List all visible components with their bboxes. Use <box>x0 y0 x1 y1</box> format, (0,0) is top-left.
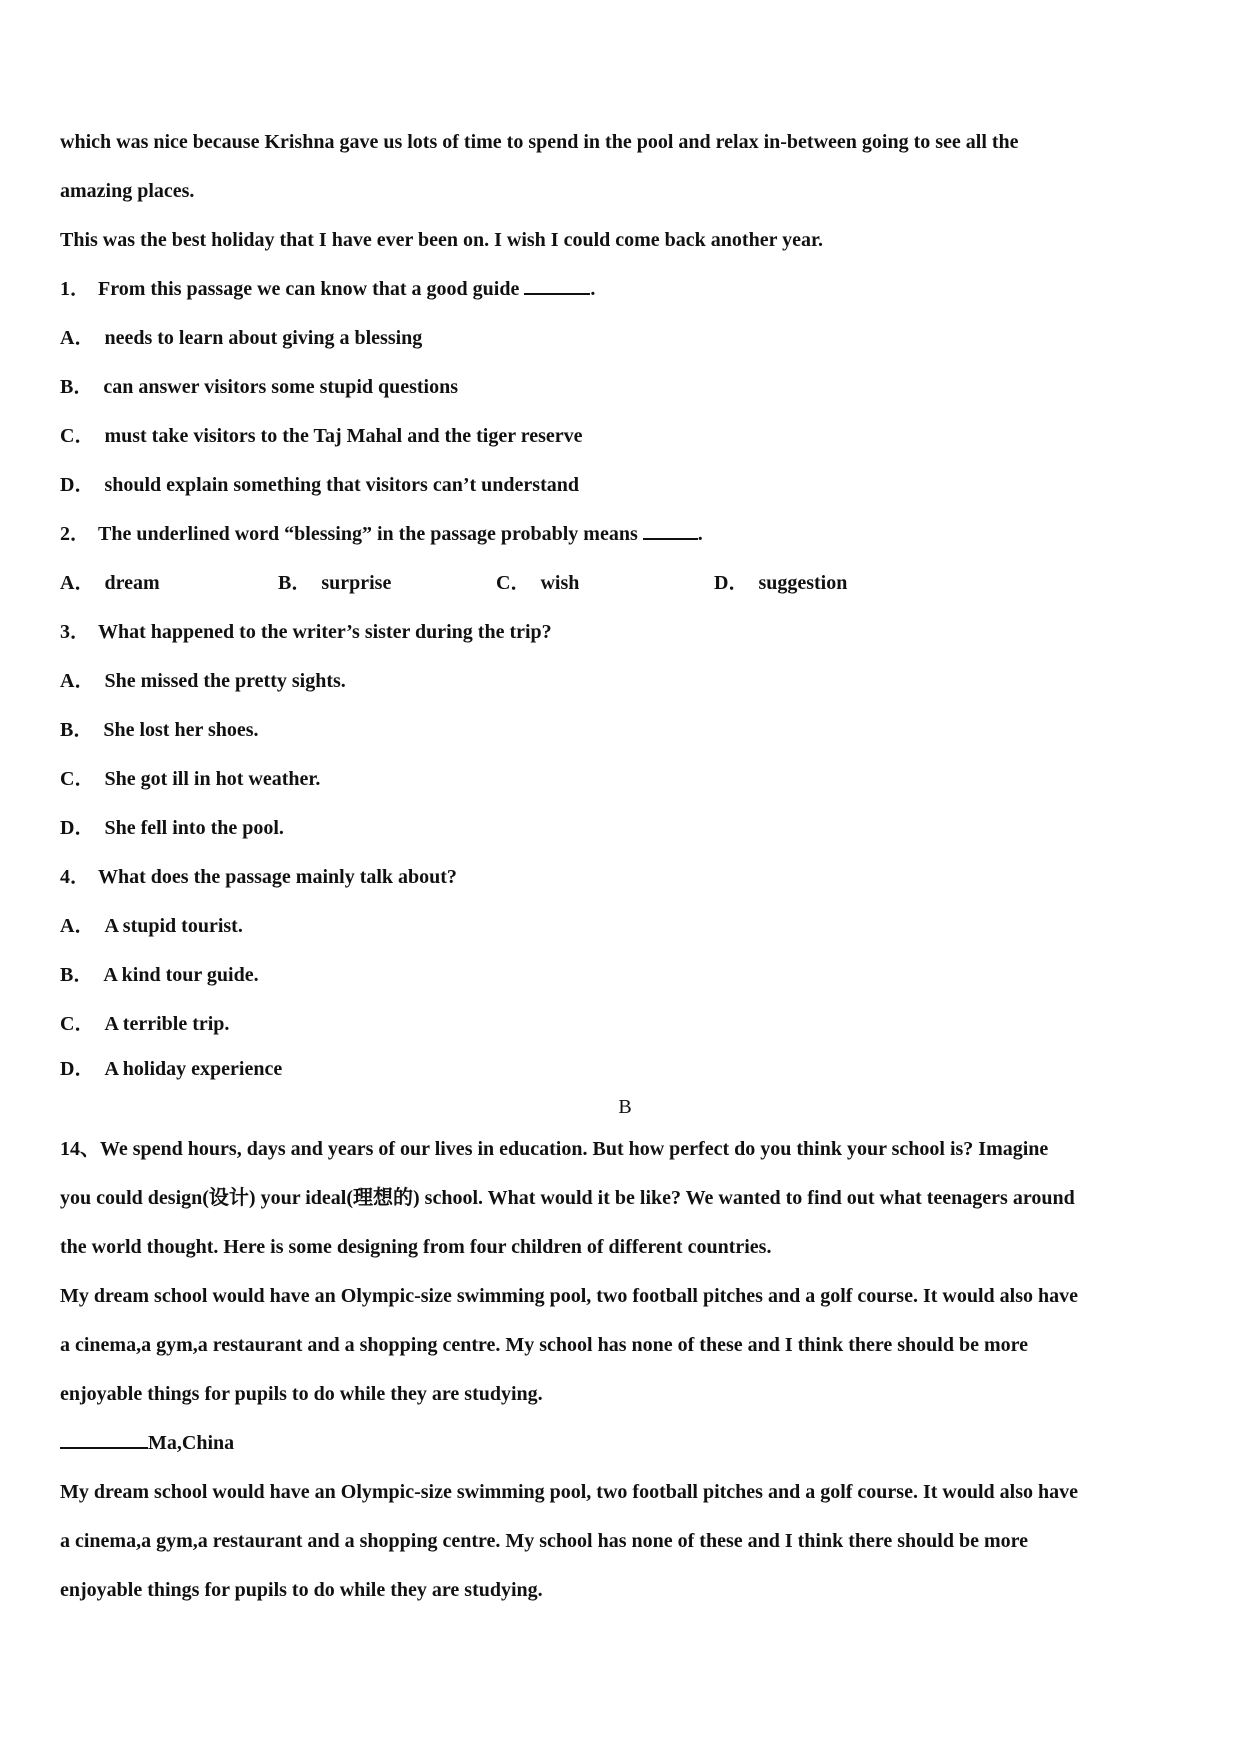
section-b-heading: B <box>618 1096 632 1118</box>
option-letter: B． <box>278 572 312 594</box>
signature-line <box>60 1419 1190 1468</box>
question-2 <box>60 510 1190 559</box>
question-3 <box>60 608 1190 657</box>
option-letter: C． <box>60 425 95 447</box>
passage-line: enjoyable things for pupils to do while they are studying. <box>60 1383 543 1405</box>
option-text: She fell into the pool. <box>104 817 284 839</box>
option-text: can answer visitors some stupid questions <box>103 376 459 398</box>
option-text: A stupid tourist. <box>104 915 243 937</box>
passage-line: you could design(设计) your ideal(理想的) school. What would it be like? We wanted to find out what teenagers around <box>60 1187 1075 1209</box>
option-text: She got ill in hot weather. <box>104 768 321 790</box>
question-4 <box>60 853 1190 902</box>
option-text: A terrible trip. <box>104 1013 230 1035</box>
option-b <box>60 706 1190 755</box>
passage-line: My dream school would have an Olympic-size swimming pool, two football pitches and a golf course. It would also have <box>60 1481 1078 1503</box>
option-c <box>496 559 714 608</box>
option-letter: C． <box>60 768 95 790</box>
passage-line: 14、We spend hours, days and years of our lives in education. But how perfect do you think your school is? Imagine <box>60 1138 1049 1160</box>
option-text: must take visitors to the Taj Mahal and the tiger reserve <box>104 425 583 447</box>
option-a <box>60 657 1190 706</box>
option-letter: D． <box>60 1058 95 1080</box>
question-text: From this passage we can know that a good guide <box>98 278 525 300</box>
option-letter: D． <box>60 474 95 496</box>
passage-line: This was the best holiday that I have ever been on. I wish I could come back another year. <box>60 229 824 251</box>
option-letter: B． <box>60 719 94 741</box>
passage-line: a cinema,a gym,a restaurant and a shopping centre. My school has none of these and I think there should be more <box>60 1334 1029 1356</box>
option-c <box>60 1000 1190 1049</box>
question-number: 1． <box>60 278 90 300</box>
signature-text: Ma,China <box>148 1432 235 1454</box>
option-d <box>60 1049 1190 1089</box>
option-d <box>714 559 932 608</box>
question-end: . <box>590 278 596 300</box>
passage-line: a cinema,a gym,a restaurant and a shopping centre. My school has none of these and I think there should be more <box>60 1530 1029 1552</box>
answer-blank <box>643 520 698 540</box>
option-text: A holiday experience <box>104 1058 283 1080</box>
question-1 <box>60 265 1190 314</box>
option-letter: A． <box>60 572 95 594</box>
question-text: What happened to the writer’s sister during the trip? <box>98 621 552 643</box>
option-letter: A． <box>60 915 95 937</box>
options-row <box>60 559 1190 608</box>
option-d <box>60 804 1190 853</box>
option-c <box>60 755 1190 804</box>
option-text: She missed the pretty sights. <box>104 670 346 692</box>
passage-line: My dream school would have an Olympic-size swimming pool, two football pitches and a golf course. It would also have <box>60 1285 1078 1307</box>
option-text: A kind tour guide. <box>103 964 259 986</box>
name-blank <box>60 1429 148 1449</box>
passage-line: the world thought. Here is some designing from four children of different countries. <box>60 1236 772 1258</box>
question-number: 2． <box>60 523 90 545</box>
passage-line: enjoyable things for pupils to do while they are studying. <box>60 1579 543 1601</box>
option-text: surprise <box>321 572 392 594</box>
option-letter: D． <box>60 817 95 839</box>
question-number: 4． <box>60 866 90 888</box>
answer-blank <box>524 275 590 295</box>
option-letter: D． <box>714 572 749 594</box>
passage-line: amazing places. <box>60 180 195 202</box>
passage-line: which was nice because Krishna gave us lots of time to spend in the pool and relax in-between going to see all the <box>60 131 1019 153</box>
option-letter: B． <box>60 964 94 986</box>
option-text: wish <box>540 572 580 594</box>
option-text: suggestion <box>758 572 848 594</box>
option-a <box>60 902 1190 951</box>
option-text: She lost her shoes. <box>103 719 259 741</box>
option-c <box>60 412 1190 461</box>
option-letter: A． <box>60 670 95 692</box>
option-text: should explain something that visitors can’t understand <box>104 474 579 496</box>
option-d <box>60 461 1190 510</box>
option-letter: C． <box>496 572 531 594</box>
option-letter: C． <box>60 1013 95 1035</box>
option-text: dream <box>104 572 160 594</box>
option-b <box>278 559 496 608</box>
option-letter: B． <box>60 376 94 398</box>
option-text: needs to learn about giving a blessing <box>104 327 423 349</box>
question-text: The underlined word “blessing” in the passage probably means <box>98 523 643 545</box>
question-number: 3． <box>60 621 90 643</box>
document-page <box>60 118 1190 1615</box>
option-letter: A． <box>60 327 95 349</box>
question-end: . <box>697 523 703 545</box>
question-text: What does the passage mainly talk about? <box>98 866 457 888</box>
option-a <box>60 559 278 608</box>
option-a <box>60 314 1190 363</box>
option-b <box>60 951 1190 1000</box>
option-b <box>60 363 1190 412</box>
